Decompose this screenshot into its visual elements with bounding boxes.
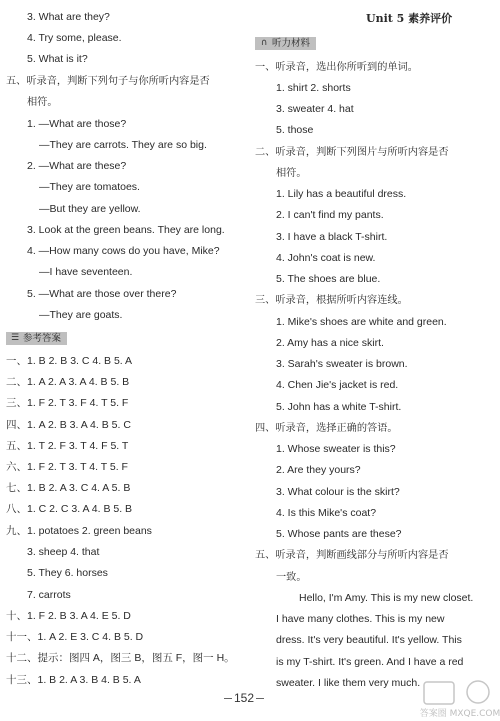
listening-label-text: 听力材料 <box>272 38 311 49</box>
left-text-line: —I have seventeen. <box>39 266 133 278</box>
left-text-line: 相符。 <box>27 97 58 108</box>
left-text-line: 3. What are they? <box>27 11 110 23</box>
right-text-line: 3. Sarah's sweater is brown. <box>276 358 408 370</box>
right-text-line: 3. sweater 4. hat <box>276 103 354 115</box>
right-text-line: sweater. I like them very much. <box>276 677 421 689</box>
answer-line: 三、1. F 2. T 3. F 4. T 5. F <box>6 397 129 409</box>
answer-line: 3. sheep 4. that <box>27 546 100 558</box>
right-text-line: 1. Lily has a beautiful dress. <box>276 188 407 200</box>
left-text-line: 5. —What are those over there? <box>27 288 177 300</box>
left-text-line: 4. —How many cows do you have, Mike? <box>27 245 220 257</box>
right-text-line: 2. Amy has a nice skirt. <box>276 337 384 349</box>
page-number <box>222 691 266 705</box>
left-text-line: 2. —What are these? <box>27 160 127 172</box>
listening-section-label <box>255 37 316 50</box>
answer-line: 八、1. C 2. C 3. A 4. B 5. B <box>6 503 133 515</box>
watermark-logo <box>420 676 500 721</box>
right-text-line: Hello, I'm Amy. This is my new closet. <box>299 592 474 604</box>
left-text-line: 4. Try some, please. <box>27 32 122 44</box>
left-text-line: 1. —What are those? <box>27 118 127 130</box>
answer-line: 5. They 6. horses <box>27 567 108 579</box>
page-number-left-dash <box>224 698 232 699</box>
answer-line: 十一、1. A 2. E 3. C 4. B 5. D <box>6 631 144 643</box>
right-text-line: 5. Whose pants are these? <box>276 528 402 540</box>
right-text-line: 一、听录音，选出你所听到的单词。 <box>255 62 418 73</box>
left-text-line: —They are goats. <box>39 309 123 321</box>
headphones-icon: ∩ <box>260 38 268 48</box>
right-text-line: 一致。 <box>276 572 307 583</box>
answer-line: 七、1. B 2. A 3. C 4. A 5. B <box>6 482 131 494</box>
right-text-line: 1. Mike's shoes are white and green. <box>276 316 447 328</box>
page-number-right-dash <box>256 698 264 699</box>
list-icon: ☰ <box>10 333 20 343</box>
right-text-line: 3. What colour is the skirt? <box>276 486 400 498</box>
left-text-line: 3. Look at the green beans. They are long. <box>27 224 225 236</box>
answer-line: 六、1. F 2. T 3. T 4. T 5. F <box>6 461 128 473</box>
watermark-text: 答案圈 MXQE.COM <box>420 709 500 719</box>
answer-line: 十、1. F 2. B 3. A 4. E 5. D <box>6 610 131 622</box>
left-text-line: —But they are yellow. <box>39 203 141 215</box>
right-text-line: 四、听录音，选择正确的答语。 <box>255 423 398 434</box>
page-number-text: 152 <box>234 691 255 705</box>
right-text-line: 3. I have a black T-shirt. <box>276 231 388 243</box>
answer-line: 二、1. A 2. A 3. A 4. B 5. B <box>6 376 130 388</box>
answer-line: 九、1. potatoes 2. green beans <box>6 525 152 537</box>
right-text-line: 1. Whose sweater is this? <box>276 443 396 455</box>
right-text-line: 相符。 <box>276 168 307 179</box>
right-text-line: I have many clothes. This is my new <box>276 613 445 625</box>
right-text-line: 4. Chen Jie's jacket is red. <box>276 379 399 391</box>
left-text-line: 5. What is it? <box>27 53 88 65</box>
unit-title: Unit 5 素养评价 <box>366 12 453 25</box>
right-text-line: 2. I can't find my pants. <box>276 209 384 221</box>
left-text-line: 五、听录音，判断下列句子与你所听内容是否 <box>6 76 210 87</box>
right-text-line: 5. those <box>276 124 314 136</box>
answer-line: 四、1. A 2. B 3. A 4. B 5. C <box>6 419 131 431</box>
right-text-line: is my T-shirt. It's green. And I have a red <box>276 656 464 668</box>
right-text-line: 1. shirt 2. shorts <box>276 82 351 94</box>
answer-line: 一、1. B 2. B 3. C 4. B 5. A <box>6 355 133 367</box>
right-text-line: 五、听录音，判断画线部分与所听内容是否 <box>255 550 449 561</box>
answer-line: 十三、1. B 2. A 3. B 4. B 5. A <box>6 674 141 686</box>
answer-line: 7. carrots <box>27 589 71 601</box>
right-text-line: 二、听录音，判断下列图片与所听内容是否 <box>255 147 449 158</box>
answers-section-label <box>6 332 67 345</box>
answer-line: 五、1. T 2. F 3. T 4. F 5. T <box>6 440 129 452</box>
right-text-line: 2. Are they yours? <box>276 464 361 476</box>
left-text-line: —They are tomatoes. <box>39 181 140 193</box>
right-text-line: 5. The shoes are blue. <box>276 273 381 285</box>
right-text-line: 4. John's coat is new. <box>276 252 376 264</box>
answers-label-text: 参考答案 <box>23 333 62 344</box>
right-text-line: 三、听录音，根据所听内容连线。 <box>255 295 408 306</box>
right-text-line: 5. John has a white T-shirt. <box>276 401 402 413</box>
answer-line: 十二、提示：图四 A，图三 B，图五 F，图一 H。 <box>6 652 235 664</box>
right-text-line: dress. It's very beautiful. It's yellow. This <box>276 634 462 646</box>
right-text-line: 4. Is this Mike's coat? <box>276 507 377 519</box>
left-text-line: —They are carrots. They are so big. <box>39 139 207 151</box>
